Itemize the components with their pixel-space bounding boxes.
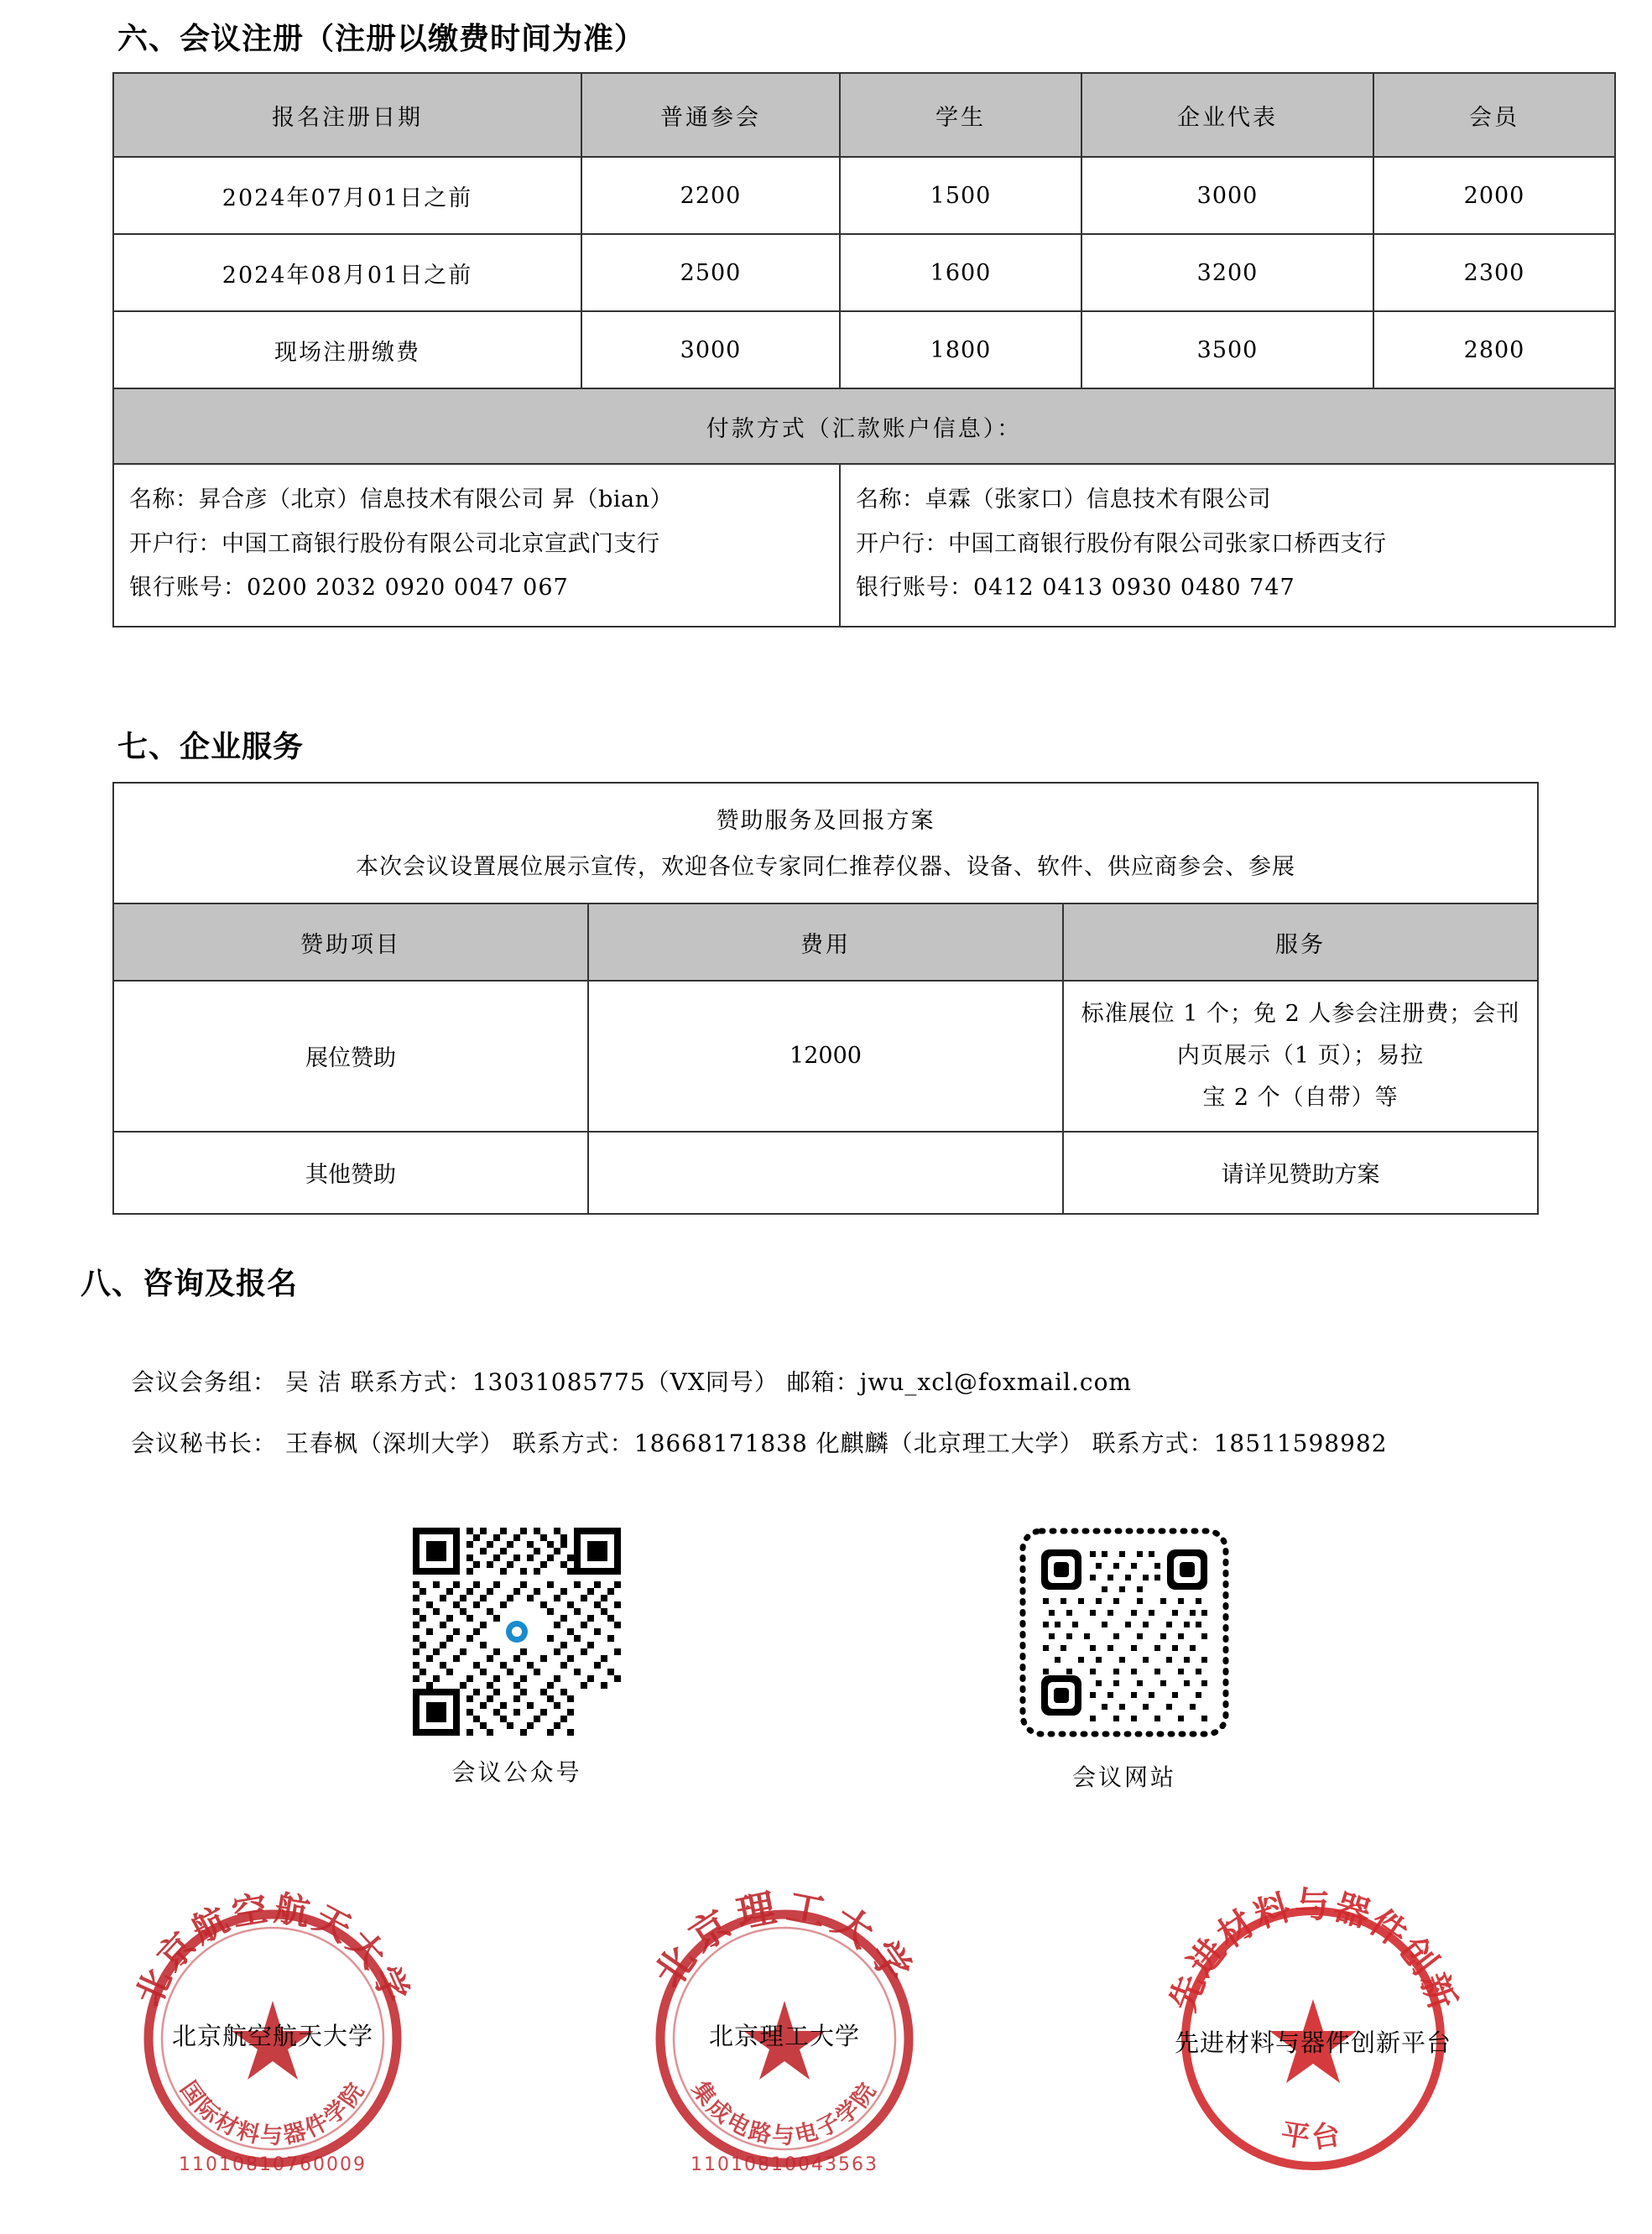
registration-fee-table: [112, 72, 1616, 627]
qrcode-wechat-caption: 会议公众号: [451, 1758, 582, 1786]
contact-info-block: [131, 1352, 1388, 1475]
service-line-2: 宝 2 个（自带）等: [1202, 1084, 1399, 1111]
col-header-corporate: 企业代表: [1081, 73, 1373, 157]
cell-corporate-r3: 3500: [1081, 311, 1373, 388]
seal-bit-label: 北京理工大学: [708, 2022, 860, 2050]
bank-branch-left: 开户行：中国工商银行股份有限公司北京宣武门支行: [129, 530, 660, 557]
col-header-sponsor-svc: 服务: [1063, 903, 1538, 981]
qrcode-row: [0, 1523, 1652, 1799]
cell-member-r2: 2300: [1373, 234, 1615, 311]
qrcode-wechat-block: [391, 1523, 643, 1788]
svg-text:国际材料与器件学院: 国际材料与器件学院: [175, 2076, 371, 2149]
qrcode-website-image[interactable]: [998, 1528, 1250, 1746]
svg-text:11010810043563: 11010810043563: [691, 2154, 878, 2175]
contact-line-organizer: 会议会务组： 吴 洁 联系方式：13031085775（VX同号） 邮箱：jwu_xcl@foxmail.com: [131, 1368, 1132, 1396]
table-row: [113, 981, 1538, 1132]
sponsor-subtitle-row: [113, 840, 1538, 903]
seal-beihang-label: 北京航空航天大学: [171, 2022, 373, 2050]
cell-date-r1: 2024年07月01日之前: [113, 157, 581, 234]
contact-line-secretary: 会议秘书长： 王春枫（深圳大学） 联系方式：18668171838 化麒麟（北京理工大学） 联系方式：18511598982: [131, 1429, 1388, 1457]
cell-sponsor-item-2: 其他赞助: [113, 1132, 588, 1214]
svg-text:11010810760009: 11010810760009: [179, 2154, 367, 2175]
seal-bit: [621, 1875, 948, 2202]
sponsor-banner-title: 赞助服务及回报方案: [113, 783, 1538, 840]
cell-member-r3: 2800: [1373, 311, 1615, 388]
qrcode-wechat-image[interactable]: [391, 1523, 643, 1741]
svg-text:集成电路与电子学院: 集成电路与电子学院: [686, 2076, 883, 2149]
cell-sponsor-service-1: [1063, 981, 1538, 1132]
table-row: [113, 1132, 1538, 1214]
bank-name-left: 名称：昇合彦（北京）信息技术有限公司 昇（bian）: [129, 487, 673, 513]
bank-account-left: [113, 464, 840, 627]
table-row: [113, 157, 1615, 234]
seal-platform: [1149, 1875, 1477, 2202]
col-header-sponsor-fee: 费用: [588, 903, 1063, 981]
cell-date-r2: 2024年08月01日之前: [113, 234, 581, 311]
seal-platform-label: 先进材料与器件创新平台: [1174, 2028, 1451, 2057]
cell-sponsor-service-2: 请详见赞助方案: [1063, 1132, 1538, 1214]
sponsor-header-row: [113, 903, 1538, 981]
seal-beihang: [109, 1875, 436, 2202]
cell-sponsor-fee-1: 12000: [588, 981, 1063, 1132]
col-header-student: 学生: [840, 73, 1081, 157]
official-seals-row: [0, 1875, 1652, 2219]
cell-date-r3: 现场注册缴费: [113, 311, 581, 388]
payment-method-title: 付款方式（汇款账户信息）：: [113, 388, 1615, 464]
bank-name-right: 名称：卓霖（张家口）信息技术有限公司: [856, 487, 1271, 513]
cell-sponsor-item-1: 展位赞助: [113, 981, 588, 1132]
payment-title-row: [113, 388, 1615, 464]
cell-student-r3: 1800: [840, 311, 1081, 388]
sponsor-banner-subtitle: 本次会议设置展位展示宣传，欢迎各位专家同仁推荐仪器、设备、软件、供应商参会、参展: [113, 840, 1538, 903]
bank-account-right: [840, 464, 1615, 627]
cell-corporate-r1: 3000: [1081, 157, 1373, 234]
col-header-date: 报名注册日期: [113, 73, 581, 157]
svg-text:北京理工大学: 北京理工大学: [645, 1883, 924, 1996]
svg-text:先进材料与器件创新: 先进材料与器件创新: [1161, 1884, 1465, 2017]
col-header-sponsor-item: 赞助项目: [113, 903, 588, 981]
svg-text:平台: 平台: [1278, 2117, 1348, 2156]
cell-student-r1: 1500: [840, 157, 1081, 234]
table-row: [113, 311, 1615, 388]
qrcode-website-caption: 会议网站: [1071, 1763, 1176, 1791]
registration-heading: 六、会议注册（注册以缴费时间为准）: [117, 21, 646, 56]
service-line-1: 标准展位 1 个；免 2 人参会注册费；会刊内页展示（1 页）；易拉: [1081, 1001, 1520, 1069]
cell-student-r2: 1600: [840, 234, 1081, 311]
cell-general-r2: 2500: [581, 234, 840, 311]
enterprise-service-heading: 七、企业服务: [117, 729, 305, 764]
cell-corporate-r2: 3200: [1081, 234, 1373, 311]
cell-general-r1: 2200: [581, 157, 840, 234]
col-header-general: 普通参会: [581, 73, 840, 157]
sponsor-banner-row: [113, 783, 1538, 840]
table-header-row: [113, 73, 1615, 157]
col-header-member: 会员: [1373, 73, 1615, 157]
bank-number-left: 银行账号：0200 2032 0920 0047 067: [129, 575, 569, 601]
qrcode-website-block: [998, 1528, 1250, 1793]
svg-text:北京航空航天大学: 北京航空航天大学: [128, 1887, 418, 2013]
table-row: [113, 234, 1615, 311]
bank-branch-right: 开户行：中国工商银行股份有限公司张家口桥西支行: [856, 530, 1387, 557]
bank-number-right: 银行账号：0412 0413 0930 0480 747: [856, 575, 1295, 601]
contact-heading: 八、咨询及报名: [81, 1266, 299, 1301]
sponsorship-table: [112, 782, 1539, 1215]
bank-accounts-row: [113, 464, 1615, 627]
cell-general-r3: 3000: [581, 311, 840, 388]
cell-member-r1: 2000: [1373, 157, 1615, 234]
cell-sponsor-fee-2: [588, 1132, 1063, 1214]
